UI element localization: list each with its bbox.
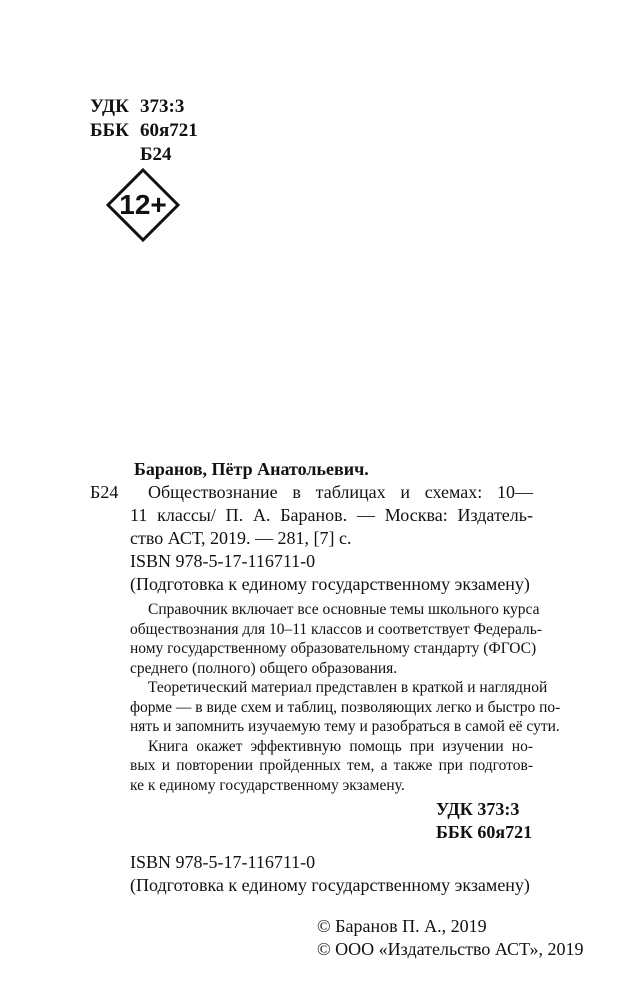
isbn-bottom: ISBN 978-5-17-116711-0 [130,852,316,872]
bbk-value: 60я721 [140,120,198,141]
entry-code: Б24 [90,482,119,502]
copyright-author: © Баранов П. А., 2019 [317,916,487,936]
udk-label: УДК [90,96,129,117]
abstract-line: Справочник включает все основные темы школьного курса [148,601,540,618]
entry-title-line: ство АСТ, 2019. — 281, [7] с. [130,528,352,548]
abstract-line: обществознания для 10–11 классов и соответствует Федераль- [130,620,542,638]
abstract-line: нять и запомнить изучаемую тему и разобраться в самой её сути. [130,718,560,735]
udk-value: 373:3 [140,96,185,117]
abstract-line: среднего (полного) общего образования. [130,659,398,677]
copyright-publisher: © ООО «Издательство АСТ», 2019 [317,939,584,959]
abstract-line: ному государственному образовательному стандарту (ФГОС) [130,640,537,657]
udk-code-bottom: УДК 373:3 [436,799,520,819]
entry-author: Баранов, Пётр Анатольевич. [134,459,369,479]
bbk-label: ББК [90,120,129,141]
bbk-code-bottom: ББК 60я721 [436,822,533,842]
entry-title-line: Обществознание в таблицах и схемах: 10— [148,482,533,502]
abstract-line: вых и повторении пройденных тем, а также при подготов- [130,757,533,774]
author-mark-code: Б24 [140,144,172,165]
entry-series: (Подготовка к единому государственному экзамену) [130,574,530,594]
abstract-line: ке к единому государственному экзамену. [130,776,405,794]
abstract-line: Теоретический материал представлен в краткой и наглядной [148,679,548,696]
entry-title-line: 11 классы/ П. А. Баранов. — Москва: Издатель- [130,505,533,525]
abstract-line: форме — в виде схем и таблиц, позволяющих легко и быстро по- [130,698,561,716]
abstract-line: Книга окажет эффективную помощь при изучении но- [148,737,533,755]
entry-isbn: ISBN 978-5-17-116711-0 [130,551,316,571]
series-bottom: (Подготовка к единому государственному экзамену) [130,875,530,895]
age-rating-text: 12+ [119,189,167,220]
